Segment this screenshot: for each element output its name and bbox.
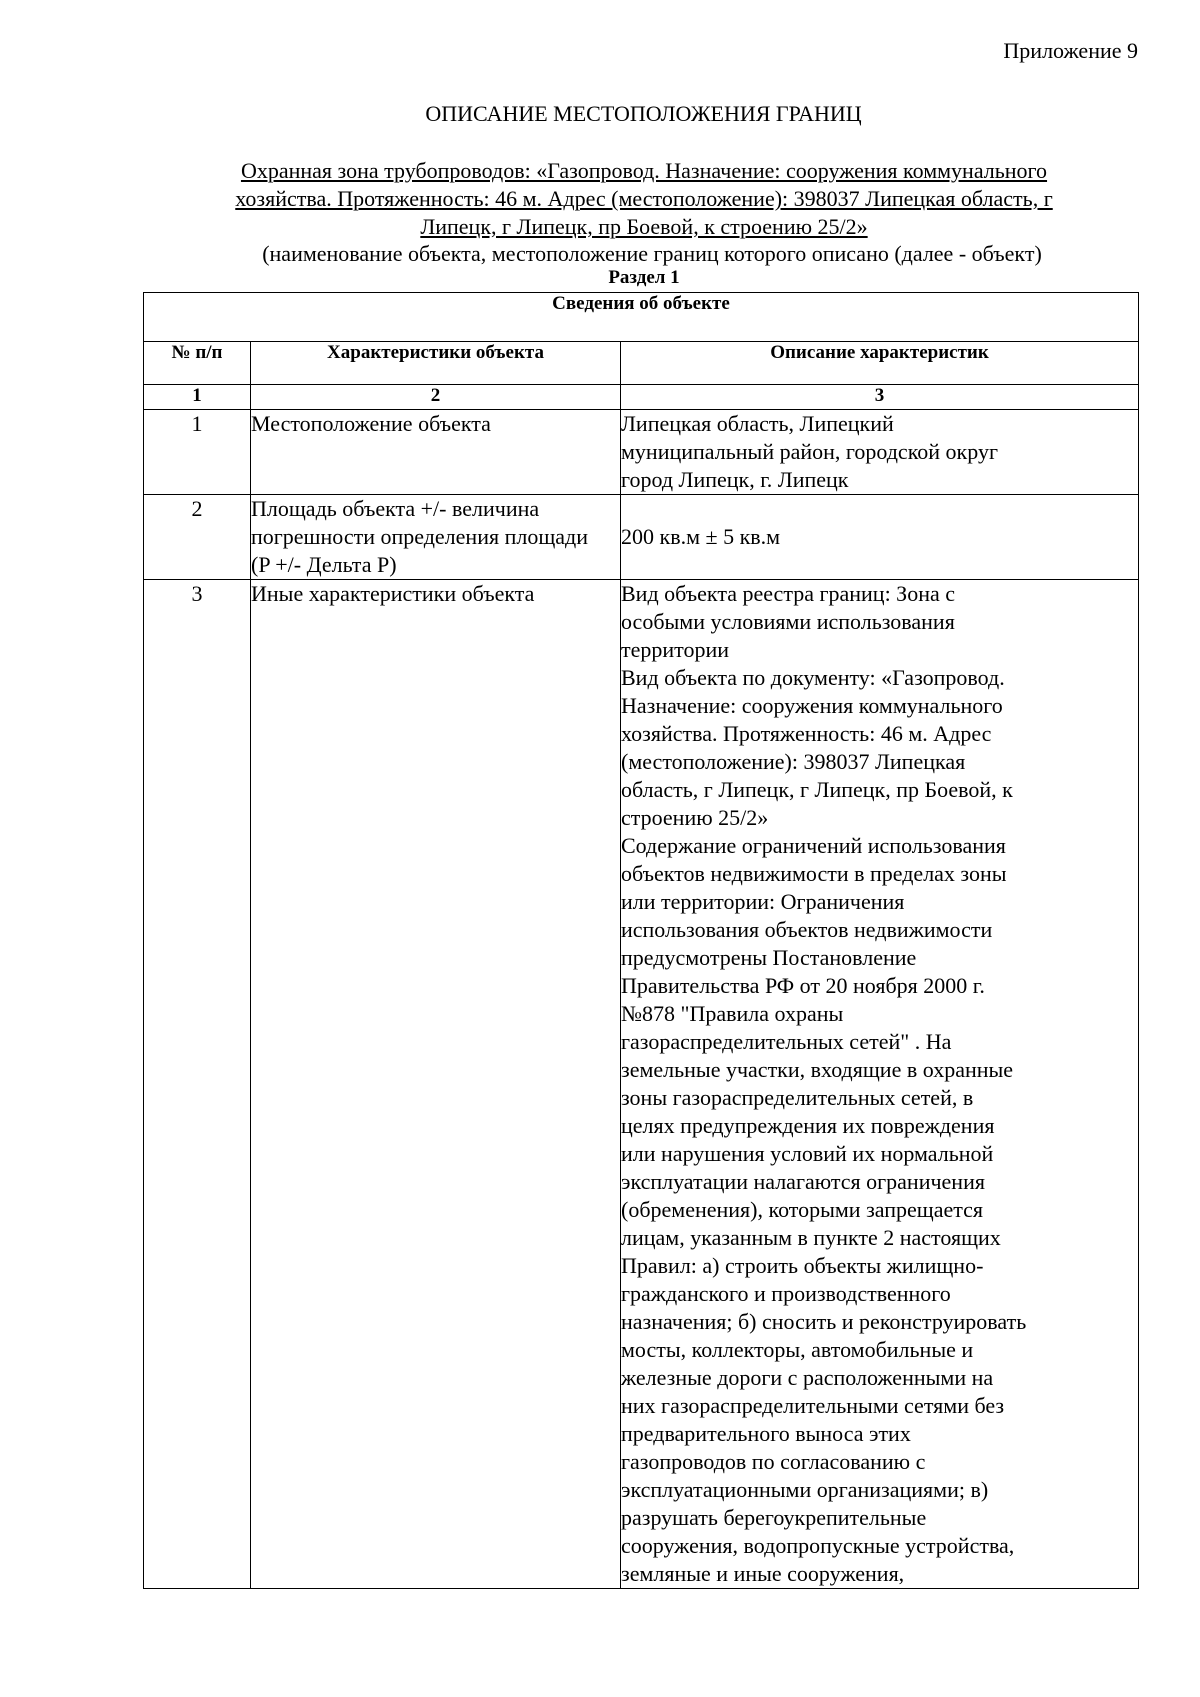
- table-caption: Сведения об объекте: [144, 293, 1139, 342]
- description-line: или территории: Ограничения: [621, 889, 905, 914]
- characteristic-line: Площадь объекта +/- величина: [251, 496, 540, 521]
- object-name: [144, 157, 1144, 241]
- description-line: земляные и иные сооружения,: [621, 1561, 905, 1586]
- description-line: город Липецк, г. Липецк: [621, 467, 849, 492]
- table-header-row: [144, 342, 1139, 385]
- characteristic-line: Местоположение объекта: [251, 411, 491, 436]
- description-line: них газораспределительными сетями без: [621, 1393, 1005, 1418]
- object-name-line: Липецк, г Липецк, пр Боевой, к строению 25/2»: [420, 214, 868, 239]
- description-line: объектов недвижимости в пределах зоны: [621, 861, 1007, 886]
- description-line: Вид объекта по документу: «Газопровод.: [621, 665, 1005, 690]
- description-line: сооружения, водопропускные устройства,: [621, 1533, 1015, 1558]
- column-header-number: № п/п: [144, 342, 251, 385]
- row-characteristic: [251, 495, 621, 580]
- table-caption-row: [144, 293, 1139, 342]
- column-number: 2: [251, 385, 621, 410]
- characteristic-line: (P +/- Дельта P): [251, 552, 397, 577]
- table-row: [144, 580, 1139, 1589]
- description-line: мосты, коллекторы, автомобильные и: [621, 1337, 974, 1362]
- description-line: территории: [621, 637, 730, 662]
- column-number: 1: [144, 385, 251, 410]
- description-line: зоны газораспределительных сетей, в: [621, 1085, 974, 1110]
- row-description: [621, 410, 1139, 495]
- description-line: газораспределительных сетей" . На: [621, 1029, 952, 1054]
- description-line: область, г Липецк, г Липецк, пр Боевой, к: [621, 777, 1013, 802]
- description-line: (местоположение): 398037 Липецкая: [621, 749, 966, 774]
- description-line: железные дороги с расположенными на: [621, 1365, 994, 1390]
- description-line: 200 кв.м ± 5 кв.м: [621, 524, 781, 549]
- description-line: №878 "Правила охраны: [621, 1001, 844, 1026]
- object-caption: (наименование объекта, местоположение границ которого описано (далее - объект): [262, 241, 1042, 266]
- column-numbers-row: [144, 385, 1139, 410]
- description-line: целях предупреждения их повреждения: [621, 1113, 995, 1138]
- table-row: [144, 410, 1139, 495]
- description-line: использования объектов недвижимости: [621, 917, 993, 942]
- row-characteristic: [251, 580, 621, 1589]
- description-line: земельные участки, входящие в охранные: [621, 1057, 1014, 1082]
- description-line: хозяйства. Протяженность: 46 м. Адрес: [621, 721, 992, 746]
- document-title: ОПИСАНИЕ МЕСТОПОЛОЖЕНИЯ ГРАНИЦ: [425, 101, 862, 126]
- description-line: муниципальный район, городской округ: [621, 439, 998, 464]
- characteristic-line: Иные характеристики объекта: [251, 581, 535, 606]
- row-number: 1: [144, 410, 251, 495]
- characteristic-line: погрешности определения площади: [251, 524, 589, 549]
- description-line: строению 25/2»: [621, 805, 769, 830]
- row-characteristic: [251, 410, 621, 495]
- description-line: эксплуатации налагаются ограничения: [621, 1169, 985, 1194]
- section-label: Раздел 1: [608, 267, 680, 288]
- description-line: особыми условиями использования: [621, 609, 955, 634]
- column-header-description: Описание характеристик: [621, 342, 1139, 385]
- object-name-line: Охранная зона трубопроводов: «Газопровод. Назначение: сооружения коммунального: [240, 158, 1048, 183]
- description-line: назначения; б) сносить и реконструировать: [621, 1309, 1027, 1334]
- description-line: разрушать берегоукрепительные: [621, 1505, 927, 1530]
- row-description: [621, 580, 1139, 1589]
- column-header-characteristic: Характеристики объекта: [251, 342, 621, 385]
- appendix-label: Приложение 9: [1003, 38, 1138, 63]
- description-line: газопроводов по согласованию с: [621, 1449, 926, 1474]
- table-row: [144, 495, 1139, 580]
- object-info-table: [143, 292, 1139, 1589]
- description-line: или нарушения условий их нормальной: [621, 1141, 994, 1166]
- description-line: предусмотрены Постановление: [621, 945, 917, 970]
- row-number: 3: [144, 580, 251, 1589]
- description-line: Липецкая область, Липецкий: [621, 411, 894, 436]
- description-line: эксплуатационными организациями; в): [621, 1477, 989, 1502]
- object-name-line: хозяйства. Протяженность: 46 м. Адрес (местоположение): 398037 Липецкая область, г: [235, 186, 1053, 211]
- description-line: Правил: а) строить объекты жилищно-: [621, 1253, 984, 1278]
- description-line: гражданского и производственного: [621, 1281, 951, 1306]
- description-line: (обременения), которыми запрещается: [621, 1197, 984, 1222]
- row-description: [621, 495, 1139, 580]
- description-line: лицам, указанным в пункте 2 настоящих: [621, 1225, 1001, 1250]
- row-number: 2: [144, 495, 251, 580]
- description-line: Вид объекта реестра границ: Зона с: [621, 581, 956, 606]
- description-line: предварительного выноса этих: [621, 1421, 911, 1446]
- description-line: Назначение: сооружения коммунального: [621, 693, 1003, 718]
- column-number: 3: [621, 385, 1139, 410]
- description-line: Содержание ограничений использования: [621, 833, 1006, 858]
- description-line: Правительства РФ от 20 ноября 2000 г.: [621, 973, 985, 998]
